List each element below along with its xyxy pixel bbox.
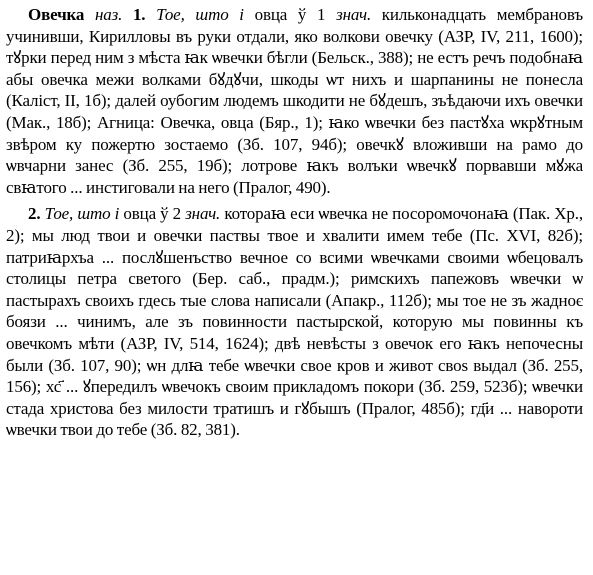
sense-2-reference-abbr: знач.: [185, 204, 221, 224]
sense-1-reference-abbr: знач.: [336, 5, 372, 24]
sense-2-reference-sense: ў 2: [160, 204, 182, 224]
sense-1-citations: кильконадцать мембрановъ учинивши, Кирилловы въ руки отдали, яко волкови овечку (АЗР, IV, 211, 1600); тꙋрки перед ним з мѣста ꙗк ѡвечки бѣгли (Бельск., 388); не естъ речъ подобнаꙗ абы овечка межи волками бꙋдꙋчи, шкоды ѡт нихъ и шарпанины не понесла (Каліст, II, 1б); далей оубогим людемъ шкодити не бꙋдешъ, зъѣдаючи ихъ овечки (Мак., 18б); Агница: Овечка, овца (Бяр., 1); ꙗко ѡвечки без пастꙋха ѡкрꙋтным звѣром ку пожертю зостаемо (Зб. 107, 94б); овечкꙋ вложивши на рамо до ѡвчарни занес (Зб. 255, 19б); лотрове ꙗкъ волъки ѡвечкꙋ порвавши мꙋжа свꙗтого ... инстиговали на него (Пралог, 490).: [6, 5, 583, 197]
sense-2-paragraph: [6, 203, 583, 441]
dictionary-entry: [6, 4, 583, 441]
sense-1-gloss: Тое, што і: [156, 5, 244, 24]
sense-1-reference-sense: ў 1: [297, 5, 326, 24]
sense-2-citations: котораꙗ еси ѡвечка не посоромочонаꙗ (Пак. Хр., 2); мы люд твои и овечки паствы твое и хвалити имем тебе (Пс. XVI, 82б); патриꙗрхъа ... послꙋшенъство вечное со всими ѡвечками своими ѡбецовалъ столицы петра светого (Бер. саб., прадм.); римскихъ папежовъ ѡвечки ѡ пастырахъ своихъ гдесь тые слова написали (Апакр., 112б); мы тое не зъ жадноє боязи ... чинимъ, але зъ повинности пастырской, которую мы повинны къ овечкомъ мѣти (АЗР, IV, 514, 1624); двѣ невѣсты з овечок его ꙗкъ непочесны были (Зб. 107, 90); ѡн длꙗ тебе ѡвечки свое кров и живот своѕ выдал (Зб. 255, 156); хс҃ ... ꙋпередилъ ѡвечокъ своим прикладомъ покори (Зб. 259, 523б); ѡвечки стада христова без милости тратишъ и гꙋбышъ (Пралог, 485б); гд҃и ... навороти ѡвечки твои до тебе (Зб. 82, 381).: [6, 204, 583, 440]
part-of-speech: наз.: [95, 5, 123, 24]
sense-2-gloss: Тое, што і: [44, 204, 120, 224]
sense-1-reference-word: овца: [254, 5, 288, 24]
sense-1-number: 1.: [132, 5, 146, 24]
headword: Овечка: [28, 5, 85, 24]
sense-2-reference-word: овца: [123, 204, 156, 224]
sense-2-number: 2.: [28, 204, 41, 224]
sense-1-paragraph: [6, 4, 583, 198]
